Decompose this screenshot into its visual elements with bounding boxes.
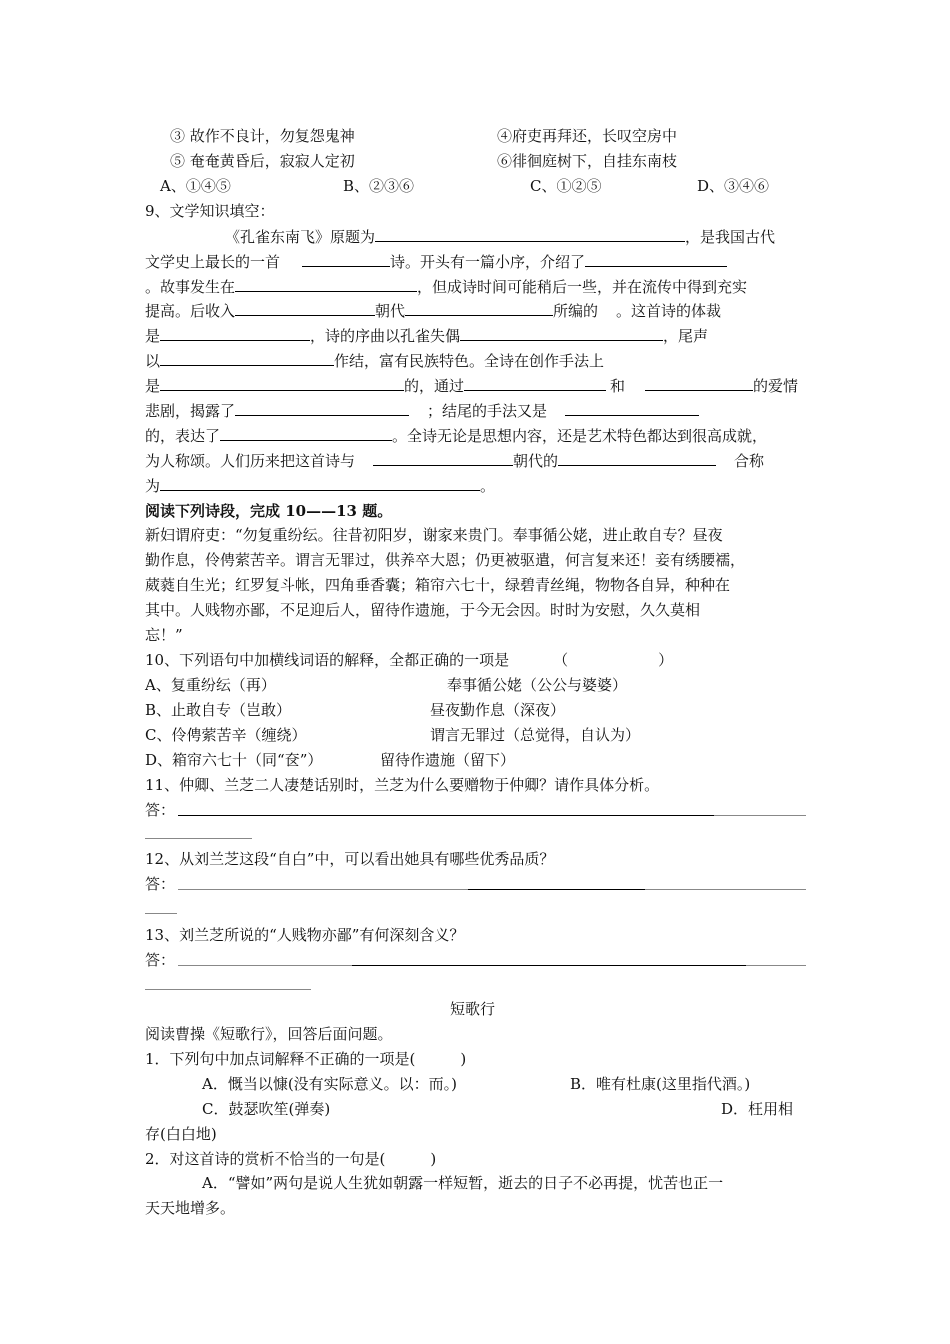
answer-line bbox=[145, 989, 311, 990]
option-6: ⑥徘徊庭树下，自挂东南枝 bbox=[497, 152, 678, 170]
poem-q2: 2．对这首诗的赏析不恰当的一句是( ) bbox=[145, 1150, 437, 1168]
answer-line bbox=[145, 913, 177, 914]
poem-q1-c: C．鼓瑟吹笙(弹奏) bbox=[202, 1100, 331, 1118]
choice-c: C、①②⑤ bbox=[530, 177, 602, 195]
q9-line1: 《孔雀东南飞》原题为 ，是我国古代 bbox=[225, 228, 776, 246]
q13-answer-label: 答： bbox=[145, 951, 176, 969]
option-5: ⑤ 奄奄黄昏后，寂寂人定初 bbox=[170, 152, 355, 170]
q10-a1: A、复重纷纭（再） bbox=[145, 676, 276, 694]
q9-line6: 以 作结，富有民族特色。全诗在创作手法上 bbox=[145, 352, 605, 370]
answer-line bbox=[145, 838, 252, 839]
poem-q1-d: D．枉用相 bbox=[721, 1100, 794, 1118]
q9-line9: 的，表达了 。全诗无论是思想内容，还是艺术特色都达到很高成就， bbox=[145, 427, 768, 445]
passage-line: 忘！” bbox=[145, 626, 183, 644]
option-3: ③ 故作不良计，勿复怨鬼神 bbox=[170, 127, 355, 145]
choice-d: D、③④⑥ bbox=[697, 177, 770, 195]
q9-line11: 为 。 bbox=[145, 477, 496, 495]
passage-line: 其中。人贱物亦鄙，不足迎后人，留待作遗施，于今无会因。时时为安慰，久久莫相 bbox=[145, 601, 701, 619]
q9-line2: 文学史上最长的一首 诗。开头有一篇小序，介绍了 bbox=[145, 252, 727, 272]
poem-q1-d-cont: 存(白白地) bbox=[145, 1125, 217, 1143]
q13-stem: 13、刘兰芝所说的“人贱物亦鄙”有何深刻含义？ bbox=[145, 926, 465, 944]
poem-q1-a: A．慨当以慷(没有实际意义。以：而。) bbox=[202, 1075, 458, 1093]
q10-d1: D、箱帘六七十（同“奁”） bbox=[145, 751, 323, 769]
q10-c2: 谓言无罪过（总觉得，自认为） bbox=[430, 726, 641, 744]
q11-answer-label: 答： bbox=[145, 801, 176, 819]
poem-q2-a-cont: 天天地增多。 bbox=[145, 1199, 236, 1217]
q12-stem: 12、从刘兰芝这段“自白”中，可以看出她具有哪些优秀品质？ bbox=[145, 850, 555, 868]
choice-a: A、①④⑤ bbox=[160, 177, 231, 195]
q9-line7: 是 的，通过 和 的爱情 bbox=[145, 377, 799, 395]
q10-a2: 奉事循公姥（公公与婆婆） bbox=[447, 676, 628, 694]
q9-line5: 是 ，诗的序曲以孔雀失偶 ，尾声 bbox=[145, 327, 709, 345]
q10-b2: 昼夜勤作息（深夜） bbox=[430, 701, 566, 719]
q10-stem: 10、下列语句中加横线词语的解释，全都正确的一项是 （ ） bbox=[145, 651, 674, 669]
answer-line bbox=[178, 815, 714, 816]
poem-q2-a: A．“譬如”两句是说人生犹如朝露一样短暂，逝去的日子不必再提，忧苦也正一 bbox=[202, 1174, 724, 1192]
poem-q1-b: B．唯有杜康(这里指代酒。) bbox=[570, 1075, 751, 1093]
q9-line10: 为人称颂。人们历来把这首诗与 朝代的 合称 bbox=[145, 452, 765, 470]
reading-heading: 阅读下列诗段，完成 10——13 题。 bbox=[145, 502, 393, 520]
q10-d2: 留待作遗施（留下） bbox=[380, 751, 516, 769]
q9-title: 9、文学知识填空： bbox=[145, 202, 275, 220]
q9-line3: 。故事发生在 ，但成诗时间可能稍后一些，并在流传中得到充实 bbox=[145, 278, 748, 296]
q11-stem: 11、仲卿、兰芝二人凄楚话别时，兰芝为什么要赠物于仲卿？请作具体分析。 bbox=[145, 776, 660, 794]
answer-line bbox=[352, 965, 746, 966]
section-title: 短歌行 bbox=[450, 1000, 496, 1018]
passage-line: 葳蕤自生光；红罗复斗帐，四角垂香囊；箱帘六七十，绿碧青丝绳，物物各自异，种种在 bbox=[145, 576, 731, 594]
q12-answer-label: 答： bbox=[145, 875, 176, 893]
passage-line: 勤作息，伶俜萦苦辛。谓言无罪过，供养卒大恩；仍更被驱遣，何言复来还！妾有绣腰襦， bbox=[145, 551, 746, 569]
q9-line8: 悲剧，揭露了 ；结尾的手法又是 bbox=[145, 401, 699, 421]
section-intro: 阅读曹操《短歌行》，回答后面问题。 bbox=[145, 1025, 393, 1043]
choice-b: B、②③⑥ bbox=[343, 177, 415, 195]
answer-line bbox=[468, 889, 645, 890]
q10-c1: C、伶俜萦苦辛（缠绕） bbox=[145, 726, 307, 744]
q9-line4: 提高。后收入 朝代 所编的 。这首诗的体裁 bbox=[145, 302, 722, 320]
option-4: ④府吏再拜还，长叹空房中 bbox=[497, 127, 678, 145]
passage-line: 新妇谓府吏：“勿复重纷纭。往昔初阳岁，谢家来贵门。奉事循公姥，进止敢自专？昼夜 bbox=[145, 526, 723, 544]
q10-b1: B、止敢自专（岂敢） bbox=[145, 701, 292, 719]
poem-q1: 1．下列句中加点词解释不正确的一项是( ) bbox=[145, 1050, 467, 1068]
